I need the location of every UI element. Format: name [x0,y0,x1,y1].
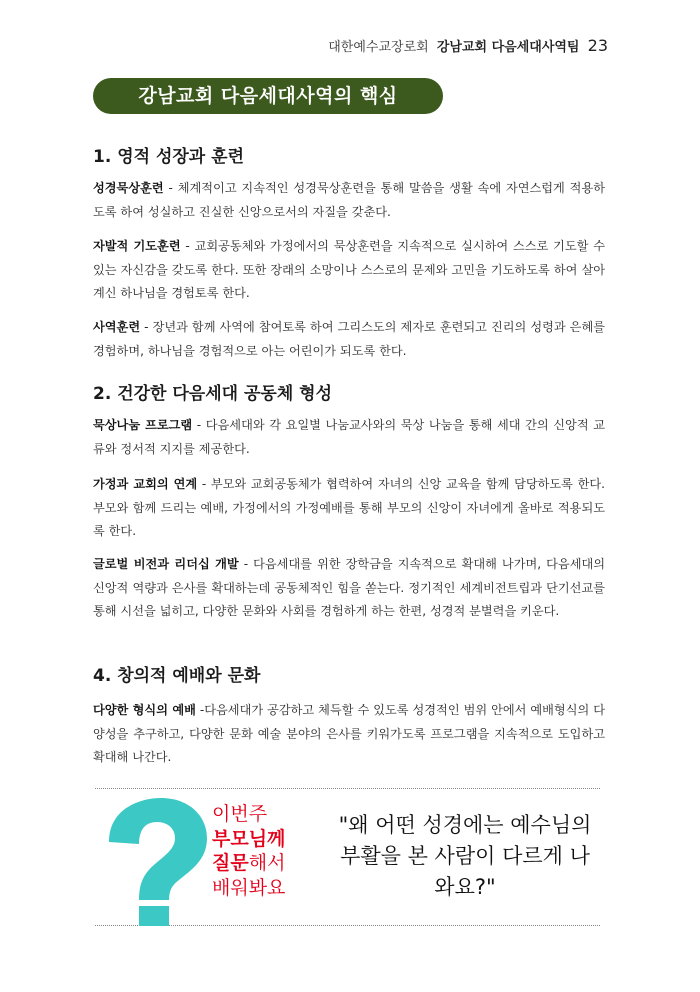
section-title-1: 1. 영적 성장과 훈련 [93,147,244,167]
body-text: - 다음세대와 각 요일별 나눔교사와의 묵상 나눔을 통해 세대 간의 신앙적 교류와 정서적 지지를 제공한다. [93,418,605,456]
side-word-and: 해서 [248,852,286,874]
body-text: - 교회공동체와 가정에서의 묵상훈련을 지속적으로 실시하여 스스로 기도할 수 있는 자신감을 갖도록 한다. 또한 장래의 소망이나 스스로의 문제와 고민을 기도하도록 하여 살아계신 하나님을 경험토록 한다. [93,239,605,300]
side-line-2: 부모님께 [212,827,286,850]
paragraph-worship [93,699,605,770]
question-text: "왜 어떤 성경에는 예수님의 부활을 본 사람이 다르게 나와요?" [338,813,592,899]
side-caption [212,802,285,900]
body-text: - 부모와 교회공동체가 협력하여 자녀의 신앙 교육을 함께 담당하도록 한다. 부모와 함께 드리는 예배, 가정에서의 가정예배를 통해 부모의 신앙이 자녀에게 올바로 적용되도록 한다. [93,477,605,538]
term: 글로벌 비전과 리더십 개발 [93,557,239,571]
section-title-2: 2. 건강한 다음세대 공동체 형성 [93,384,333,404]
question-box [95,788,600,926]
page-header [328,36,608,55]
body-text: -다음세대가 공감하고 체득할 수 있도록 성경적인 범위 안에서 예배형식의 다양성을 추구하고, 다양한 문화 예술 분야의 은사를 키워가도록 프로그램을 지속적으로 도입하고 확대해 나간다. [93,703,605,764]
side-word-ask: 질문 [212,852,249,874]
section-title-4: 4. 창의적 예배와 문화 [93,666,261,686]
divider-top [95,788,600,789]
side-line-1: 이번주 [212,803,268,825]
side-line-4: 배워봐요 [212,876,286,899]
side-line-3 [212,851,285,876]
body-text: - 다음세대를 위한 장학금을 지속적으로 확대해 나가며, 다음세대의 신앙적 역량과 은사를 확대하는데 공동체적인 힘을 쏟는다. 정기적인 세계비전트립과 단기선교를 통해 시선을 넓히고, 다양한 문화와 사회를 경험하게 하는 한편, 성경적 분별력을 키운다. [93,557,606,618]
body-text: - 체계적이고 지속적인 성경묵상훈련을 통해 말씀을 생활 속에 자연스럽게 적용하도록 하여 성실하고 진실한 신앙으로서의 자질을 갖춘다. [93,181,605,219]
term: 다양한 형식의 예배 [93,703,196,717]
section-banner: 강남교회 다음세대사역의 핵심 [93,78,443,114]
term: 성경묵상훈련 [93,181,164,195]
paragraph-meditation [93,177,605,224]
header-org: 대한예수교장로회 [328,40,429,55]
paragraph-global [93,553,605,624]
term: 가정과 교회의 연계 [93,477,198,491]
term: 사역훈련 [93,320,141,334]
term: 묵상나눔 프로그램 [93,418,193,432]
page-number: 23 [587,36,608,55]
question-mark-icon [95,796,210,928]
body-text: - 장년과 함께 사역에 참여토록 하여 그리스도의 제자로 훈련되고 진리의 성령과 은혜를 경험하며, 하나님을 경험적으로 아는 어린이가 되도록 한다. [93,320,605,358]
paragraph-prayer [93,235,605,306]
paragraph-family [93,473,605,544]
paragraph-sharing [93,414,605,461]
term: 자발적 기도훈련 [93,239,181,253]
paragraph-ministry [93,316,605,363]
header-team: 강남교회 다음세대사역팀 [436,40,580,55]
